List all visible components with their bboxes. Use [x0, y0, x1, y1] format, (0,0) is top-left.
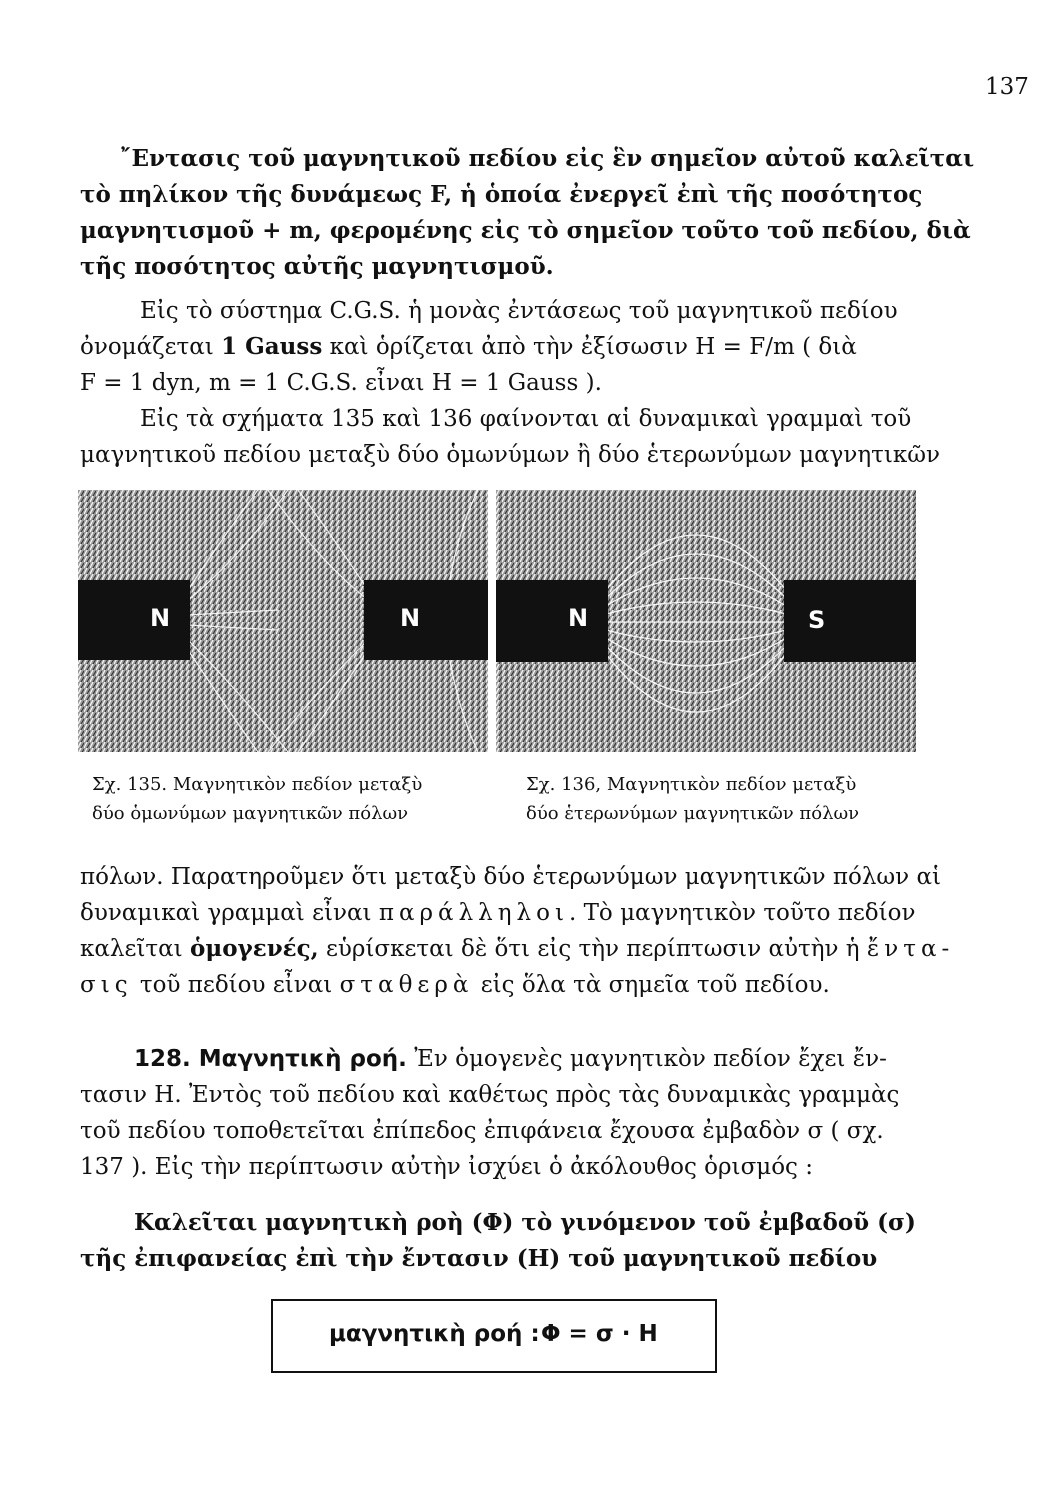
figure-136-left-pole-label: N: [568, 604, 589, 632]
section128-heading: 128. Μαγνητικὴ ροή.: [134, 1046, 407, 1072]
paragraph4-line2-c: . Τὸ μαγνητικὸν τοῦτο πεδίον: [568, 900, 916, 926]
figure-135-right-pole-label: N: [400, 604, 421, 632]
figure-135-left-pole-label: N: [150, 604, 171, 632]
figure-136: [496, 490, 916, 752]
section128-line3: τοῦ πεδίου τοποθετεῖται ἐπίπεδος ἐπιφάνεια ἔχουσα ἐμβαδὸν σ ( σχ.: [80, 1118, 884, 1144]
paragraph4-line4: [80, 970, 830, 1000]
paragraph3-line1: Εἰς τὰ σχήματα 135 καὶ 136 φαίνονται αἱ δυναμικαὶ γραμμαὶ τοῦ: [140, 406, 912, 432]
paragraph2-line3: F = 1 dyn, m = 1 C.G.S. εἶναι H = 1 Gauss ).: [80, 370, 602, 396]
paragraph4-line4-d: εἰς ὅλα τὰ σημεῖα τοῦ πεδίου.: [473, 972, 830, 998]
section128-line1-rest: Ἐν ὁμογενὲς μαγνητικὸν πεδίον ἔχει ἔν-: [406, 1046, 887, 1072]
formula-expression: Φ = σ · H: [541, 1321, 658, 1347]
paragraph4-line4-b: τοῦ πεδίου εἶναι: [132, 972, 340, 998]
definition-line1: Καλεῖται μαγνητικὴ ροὴ (Φ) τὸ γινόμενον τοῦ ἐμβαδοῦ (σ): [134, 1209, 916, 1236]
parallel-emphasis: παράλληλοι: [378, 900, 569, 926]
formula-box: [271, 1299, 717, 1373]
paragraph2-line2-c: καὶ ὁρίζεται ἀπὸ τὴν ἐξίσωσιν H = F/m ( διὰ: [322, 334, 857, 360]
paragraph1-line2: τὸ πηλίκον τῆς δυνάμεως F, ἡ ὁποία ἐνεργεῖ ἐπὶ τῆς ποσότητος: [80, 181, 923, 208]
paragraph4-line2-a: δυναμικαὶ γραμμαὶ εἶναι: [80, 900, 379, 926]
section128-line2: τασιν H. Ἐντὸς τοῦ πεδίου καὶ καθέτως πρὸς τὰς δυναμικὰς γραμμὰς: [80, 1082, 900, 1108]
paragraph1-line3: μαγνητισμοῦ + m, φερομένης εἰς τὸ σημεῖον τοῦτο τοῦ πεδίου, διὰ: [80, 217, 971, 244]
paragraph4-line3: [80, 934, 954, 964]
figure-136-caption-line2: δύο ἑτερωνύμων μαγνητικῶν πόλων: [526, 803, 860, 824]
paragraph3-line2: μαγνητικοῦ πεδίου μεταξὺ δύο ὁμωνύμων ἢ δύο ἑτερωνύμων μαγνητικῶν: [80, 442, 940, 468]
paragraph4-line3-a: καλεῖται: [80, 936, 191, 962]
figure-136-photo: [496, 490, 916, 752]
paragraph2-line2-a: ὀνομάζεται: [80, 334, 222, 360]
figure-135-caption-line2: δύο ὁμωνύμων μαγνητικῶν πόλων: [92, 803, 409, 824]
definition-line2: τῆς ἐπιφανείας ἐπὶ τὴν ἔντασιν (H) τοῦ μαγνητικοῦ πεδίου: [80, 1245, 878, 1272]
figure-136-caption-line1: Σχ. 136, Μαγνητικὸν πεδίον μεταξὺ: [526, 774, 857, 795]
section128-line1: [134, 1044, 887, 1074]
figure-135-photo: [78, 490, 488, 752]
figure-135-caption-line1: Σχ. 135. Μαγνητικὸν πεδίον μεταξὺ: [92, 774, 423, 795]
paragraph2-line2: [80, 332, 857, 362]
paragraph4-line3-c: εὑρίσκεται δὲ ὅτι εἰς τὴν περίπτωσιν αὐτὴν ἡ: [318, 936, 867, 962]
figure-136-right-pole-label: S: [808, 606, 826, 634]
intensity-emphasis: ἔντα-: [866, 936, 955, 962]
paragraph4-line1: πόλων. Παρατηροῦμεν ὅτι μεταξὺ δύο ἑτερωνύμων μαγνητικῶν πόλων αἱ: [80, 864, 942, 890]
constant-emphasis: σταθερὰ: [339, 972, 474, 998]
formula-label: μαγνητικὴ ροή :: [329, 1321, 540, 1347]
paragraph2-line1: Εἰς τὸ σύστημα C.G.S. ἡ μονὰς ἐντάσεως τοῦ μαγνητικοῦ πεδίου: [140, 298, 898, 324]
paragraph4-line2: [80, 898, 916, 928]
paragraph1-line4: τῆς ποσότητος αὐτῆς μαγνητισμοῦ.: [80, 253, 554, 280]
figure-135: [78, 490, 488, 752]
paragraph1-line1: ῎Εντασις τοῦ μαγνητικοῦ πεδίου εἰς ἓν σημεῖον αὐτοῦ καλεῖται: [120, 145, 975, 172]
section128-line4: 137 ). Εἰς τὴν περίπτωσιν αὐτὴν ἰσχύει ὁ ἀκόλουθος ὁρισμός :: [80, 1154, 814, 1180]
intensity-emphasis-continued: σις: [80, 972, 133, 998]
page-number: 137: [985, 74, 1029, 100]
homogeneous-emphasis: ὁμογενές,: [190, 935, 319, 962]
gauss-unit: 1 Gauss: [221, 333, 323, 360]
